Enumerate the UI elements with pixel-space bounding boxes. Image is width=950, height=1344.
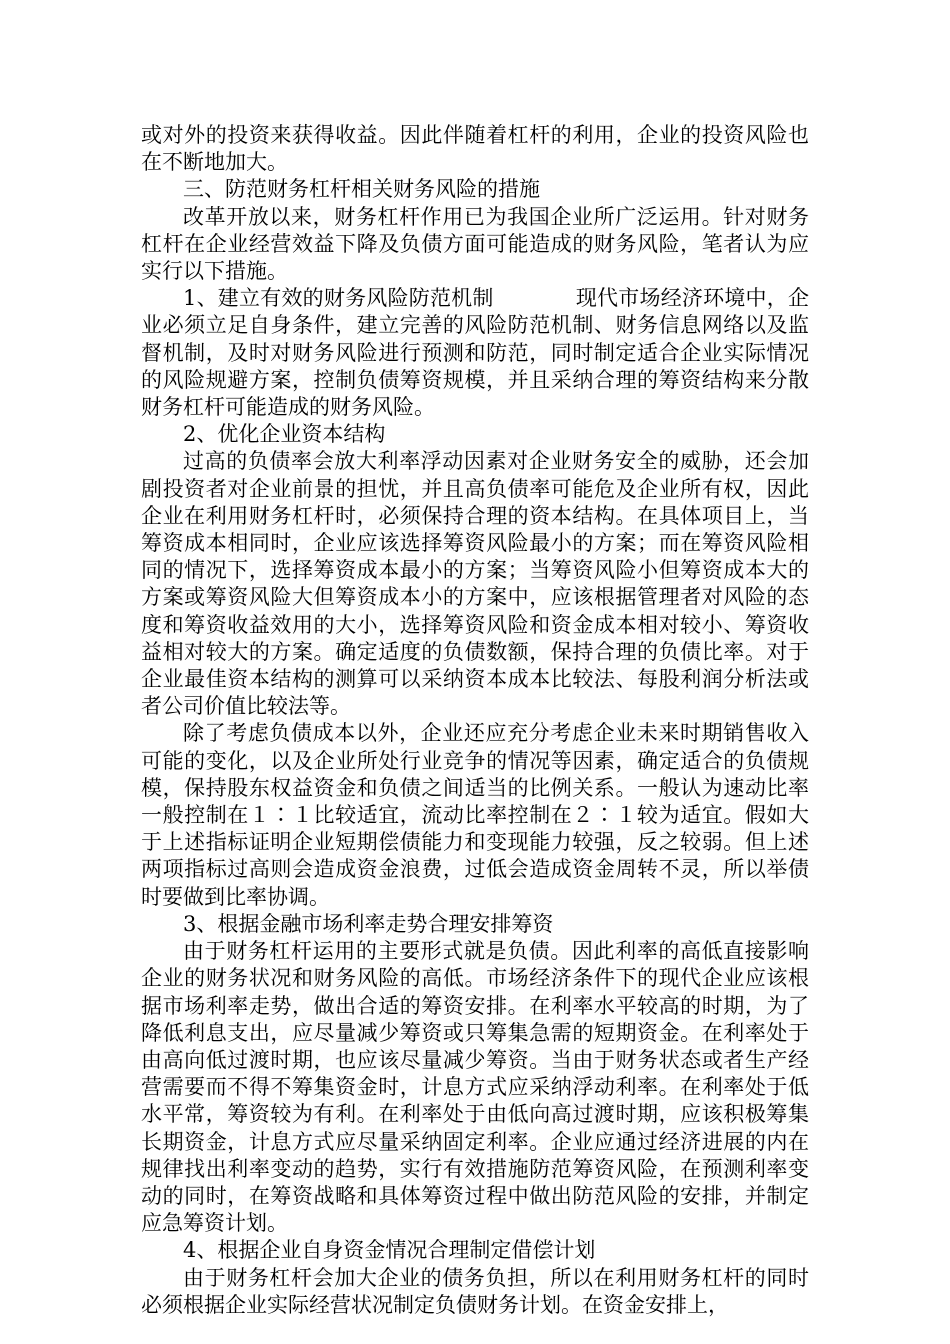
paragraph: 由于财务杠杆会加大企业的债务负担，所以在利用财务杠杆的同时必须根据企业实际经营状况制定负债财务计划。在资金安排上， [141, 1265, 809, 1317]
paragraph: 过高的负债率会放大利率浮动因素对企业财务安全的威胁，还会加剧投资者对企业前景的担忧，并且高负债率可能危及企业所有权，因此企业在利用财务杠杆时，必须保持合理的资本结构。在具体项目上，当筹资成本相同时，企业应该选择筹资风险最小的方案；而在筹资风险相同的情况下，选择筹资成本最小的方案；当筹资风险小但筹资成本大的方案或筹资风险大但筹资成本小的方案中，应该根据管理者对风险的态度和筹资收益效用的大小，选择筹资风险和资金成本相对较小、筹资收益相对较大的方案。确定适度的负债数额，保持合理的负债比率。对于企业最佳资本结构的测算可以采纳资本成本比较法、每股利润分析法或者公司价值比较法等。 [141, 449, 809, 719]
subsection-paragraph [141, 285, 809, 421]
paragraph: 除了考虑负债成本以外，企业还应充分考虑企业未来时期销售收入可能的变化，以及企业所处行业竞争的情况等因素，确定适合的负债规模，保持股东权益资金和负债之间适当的比例关系。一般认为速动比率一般控制在１∶１比较适宜，流动比率控制在２∶１较为适宜。假如大于上述指标证明企业短期偿债能力和变现能力较强，反之较弱。但上述两项指标过高则会造成资金浪费，过低会造成资金周转不灵，所以举债时要做到比率协调。 [141, 721, 809, 909]
subsection-body: 现代市场经济环境中，企业必须立足自身条件，建立完善的风险防范机制、财务信息网络以及监督机制，及时对财务风险进行预测和防范，同时制定适合企业实际情况的风险规避方案，控制负债筹资规模，并且采纳合理的筹资结构来分散财务杠杆可能造成的财务风险。 [141, 286, 809, 420]
subsection-heading: 3、根据金融市场利率走势合理安排筹资 [183, 911, 554, 936]
subsection-heading: 4、根据企业自身资金情况合理制定借偿计划 [183, 1238, 596, 1263]
document-page [141, 122, 809, 1319]
subsection-heading: 2、优化企业资本结构 [183, 422, 386, 447]
section-heading: 三、防范财务杠杆相关财务风险的措施 [183, 177, 540, 202]
subsection-heading: 1、建立有效的财务风险防范机制 [183, 286, 494, 311]
paragraph-continued: 或对外的投资来获得收益。因此伴随着杠杆的利用，企业的投资风险也在不断地加大。 [141, 123, 809, 175]
paragraph: 由于财务杠杆运用的主要形式就是负债。因此利率的高低直接影响企业的财务状况和财务风险的高低。市场经济条件下的现代企业应该根据市场利率走势，做出合适的筹资安排。在利率水平较高的时期，为了降低利息支出，应尽量减少筹资或只筹集急需的短期资金。在利率处于由高向低过渡时期，也应该尽量减少筹资。当由于财务状态或者生产经营需要而不得不筹集资金时，计息方式应采纳浮动利率。在利率处于低水平常，筹资较为有利。在利率处于由低向高过渡时期，应该积极筹集长期资金，计息方式应尽量采纳固定利率。企业应通过经济进展的内在规律找出利率变动的趋势，实行有效措施防范筹资风险，在预测利率变动的同时，在筹资战略和具体筹资过程中做出防范风险的安排，并制定应急筹资计划。 [141, 939, 809, 1236]
paragraph: 改革开放以来，财务杠杆作用已为我国企业所广泛运用。针对财务杠杆在企业经营效益下降及负债方面可能造成的财务风险，笔者认为应实行以下措施。 [141, 204, 809, 284]
